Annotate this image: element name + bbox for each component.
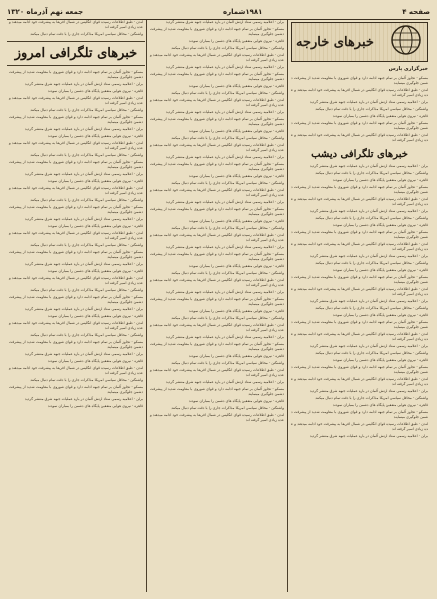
paragraph: برلن - اعلامیه رسمی ستاد ارتش آلمان در باره عملیات جبهه شرق منتشر گردید — [165, 155, 284, 159]
paragraph: لندن - طبق اطلاعات رسیده قوای انگلیس در شمال افریقا به پیشرفت خود ادامه میدهند و عده زیادی اسیر گرفته اند — [150, 278, 284, 287]
paragraph: برلن - اعلامیه رسمی ستاد ارتش آلمان در باره عملیات جبهه شرق منتشر گردید — [24, 172, 143, 176]
page-header — [7, 6, 430, 20]
left-text-body — [7, 70, 145, 409]
paragraph: واشنگتن - محافل سیاسی امریکا مذاکرات جاری را با دقت تمام دنبال میکنند — [315, 351, 428, 355]
paragraph: لندن - طبق اطلاعات رسیده قوای انگلیس در شمال افریقا به پیشرفت خود ادامه میدهند و عده زیادی اسیر گرفته اند — [9, 96, 143, 105]
paragraph: مسکو - تجاوز آلمان بر تمام جبهه ادامه دارد و قوای شوروی با مقاومت شدید از پیشرفت دشمن جلوگیری مینمایند — [9, 250, 143, 259]
paragraph: برلن - اعلامیه رسمی ستاد ارتش آلمان در باره عملیات جبهه شرق منتشر گردید — [165, 335, 284, 339]
paragraph: قاهره - نیروی هوایی متفقین پایگاه های دشمن را بمباران نمودند — [47, 404, 143, 408]
paragraph: مسکو - تجاوز آلمان بر تمام جبهه ادامه دارد و قوای شوروی با مقاومت شدید از پیشرفت دشمن جلوگیری مینمایند — [291, 365, 428, 374]
paragraph: مسکو - تجاوز آلمان بر تمام جبهه ادامه دارد و قوای شوروی با مقاومت شدید از پیشرفت دشمن جلوگیری مینمایند — [9, 295, 143, 304]
paragraph: واشنگتن - محافل سیاسی امریکا مذاکرات جاری را با دقت تمام دنبال میکنند — [315, 261, 428, 265]
left-headline: خبرهای تلگرافی امروز — [7, 41, 145, 66]
paragraph: لندن - طبق اطلاعات رسیده قوای انگلیس در شمال افریقا به پیشرفت خود ادامه میدهند و عده زیادی اسیر گرفته اند — [9, 231, 143, 240]
paragraph: مسکو - تجاوز آلمان بر تمام جبهه ادامه دارد و قوای شوروی با مقاومت شدید از پیشرفت دشمن جلوگیری مینمایند — [150, 297, 284, 306]
page-label: صفحه ۴ — [402, 8, 430, 16]
banner-title: خبرهای خارجه — [296, 34, 374, 50]
paragraph: قاهره - نیروی هوایی متفقین پایگاه های دشمن را بمباران نمودند — [188, 84, 284, 88]
paragraph: قاهره - نیروی هوایی متفقین پایگاه های دشمن را بمباران نمودند — [188, 354, 284, 358]
right-text-body — [289, 164, 430, 439]
globe-icon — [389, 23, 423, 61]
paragraph: برلن - اعلامیه رسمی ستاد ارتش آلمان در باره عملیات جبهه شرق منتشر گردید — [165, 200, 284, 204]
paragraph: قاهره - نیروی هوایی متفقین پایگاه های دشمن را بمباران نمودند — [47, 89, 143, 93]
paragraph: برلن - اعلامیه رسمی ستاد ارتش آلمان در باره عملیات جبهه شرق منتشر گردید — [309, 389, 428, 393]
paragraph: لندن - طبق اطلاعات رسیده قوای انگلیس در شمال افریقا به پیشرفت خود ادامه میدهند و عده زیادی اسیر گرفته اند — [150, 323, 284, 332]
column-grid — [7, 20, 430, 592]
paragraph: قاهره - نیروی هوایی متفقین پایگاه های دشمن را بمباران نمودند — [47, 269, 143, 273]
paragraph: برلن - اعلامیه رسمی ستاد ارتش آلمان در باره عملیات جبهه شرق منتشر گردید — [24, 262, 143, 266]
paragraph: واشنگتن - محافل سیاسی امریکا مذاکرات جاری را با دقت تمام دنبال میکنند — [171, 271, 284, 275]
paragraph: لندن - طبق اطلاعات رسیده قوای انگلیس در شمال افریقا به پیشرفت خود ادامه میدهند و عده زیادی اسیر گرفته اند — [150, 188, 284, 197]
paragraph: برلن - اعلامیه رسمی ستاد ارتش آلمان در باره عملیات جبهه شرق منتشر گردید — [165, 380, 284, 384]
paragraph: قاهره - نیروی هوایی متفقین پایگاه های دشمن را بمباران نمودند — [332, 313, 428, 317]
paragraph: مسکو - تجاوز آلمان بر تمام جبهه ادامه دارد و قوای شوروی با مقاومت شدید از پیشرفت دشمن جلوگیری مینمایند — [9, 70, 143, 79]
paragraph: برلن - اعلامیه رسمی ستاد ارتش آلمان در باره عملیات جبهه شرق منتشر گردید — [24, 307, 143, 311]
column-rule — [287, 20, 288, 592]
paragraph: واشنگتن - محافل سیاسی امریکا مذاکرات جاری را با دقت تمام دنبال میکنند — [315, 216, 428, 220]
paragraph: مسکو - تجاوز آلمان بر تمام جبهه ادامه دارد و قوای شوروی با مقاومت شدید از پیشرفت دشمن جلوگیری مینمایند — [150, 387, 284, 396]
paragraph: قاهره - نیروی هوایی متفقین پایگاه های دشمن را بمباران نمودند — [332, 403, 428, 407]
paragraph: لندن - طبق اطلاعات رسیده قوای انگلیس در شمال افریقا به پیشرفت خود ادامه میدهند و عده زیادی اسیر گرفته اند — [291, 88, 428, 97]
paragraph: واشنگتن - محافل سیاسی امریکا مذاکرات جاری را با دقت تمام دنبال میکنند — [30, 378, 143, 382]
paragraph: برلن - اعلامیه رسمی ستاد ارتش آلمان در باره عملیات جبهه شرق منتشر گردید — [165, 245, 284, 249]
paragraph: قاهره - نیروی هوایی متفقین پایگاه های دشمن را بمباران نمودند — [47, 359, 143, 363]
paragraph: لندن - طبق اطلاعات رسیده قوای انگلیس در شمال افریقا به پیشرفت خود ادامه میدهند و عده زیادی اسیر گرفته اند — [291, 332, 428, 341]
paragraph: لندن - طبق اطلاعات رسیده قوای انگلیس در شمال افریقا به پیشرفت خود ادامه میدهند و عده زیادی اسیر گرفته اند — [150, 143, 284, 152]
paragraph: برلن - اعلامیه رسمی ستاد ارتش آلمان در باره عملیات جبهه شرق منتشر گردید — [165, 290, 284, 294]
paragraph: قاهره - نیروی هوایی متفقین پایگاه های دشمن را بمباران نمودند — [47, 134, 143, 138]
paragraph: مسکو - تجاوز آلمان بر تمام جبهه ادامه دارد و قوای شوروی با مقاومت شدید از پیشرفت دشمن جلوگیری مینمایند — [291, 230, 428, 239]
paragraph: قاهره - نیروی هوایی متفقین پایگاه های دشمن را بمباران نمودند — [188, 129, 284, 133]
paragraph: برلن - اعلامیه رسمی ستاد ارتش آلمان در باره عملیات جبهه شرق منتشر گردید — [309, 254, 428, 258]
right-column — [289, 20, 430, 592]
paragraph: مسکو - تجاوز آلمان بر تمام جبهه ادامه دارد و قوای شوروی با مقاومت شدید از پیشرفت دشمن جلوگیری مینمایند — [150, 342, 284, 351]
paragraph: لندن - طبق اطلاعات رسیده قوای انگلیس در شمال افریقا به پیشرفت خود ادامه میدهند و عده زیادی اسیر گرفته اند — [150, 98, 284, 107]
paragraph: واشنگتن - محافل سیاسی امریکا مذاکرات جاری را با دقت تمام دنبال میکنند — [30, 333, 143, 337]
paragraph: قاهره - نیروی هوایی متفقین پایگاه های دشمن را بمباران نمودند — [332, 223, 428, 227]
paragraph: قاهره - نیروی هوایی متفقین پایگاه های دشمن را بمباران نمودند — [188, 39, 284, 43]
paragraph: برلن - اعلامیه رسمی ستاد ارتش آلمان در باره عملیات جبهه شرق منتشر گردید — [24, 127, 143, 131]
paragraph: واشنگتن - محافل سیاسی امریکا مذاکرات جاری را با دقت تمام دنبال میکنند — [171, 181, 284, 185]
issue-number: ۱۹۸۱شماره — [222, 8, 263, 16]
paragraph: قاهره - نیروی هوایی متفقین پایگاه های دشمن را بمباران نمودند — [47, 179, 143, 183]
paragraph: واشنگتن - محافل سیاسی امریکا مذاکرات جاری را با دقت تمام دنبال میکنند — [30, 288, 143, 292]
paragraph: مسکو - تجاوز آلمان بر تمام جبهه ادامه دارد و قوای شوروی با مقاومت شدید از پیشرفت دشمن جلوگیری مینمایند — [291, 185, 428, 194]
paragraph: واشنگتن - محافل سیاسی امریکا مذاکرات جاری را با دقت تمام دنبال میکنند — [30, 153, 143, 157]
paragraph: لندن - طبق اطلاعات رسیده قوای انگلیس در شمال افریقا به پیشرفت خود ادامه میدهند و عده زیادی اسیر گرفته اند — [9, 276, 143, 285]
right-text-top — [289, 76, 430, 143]
paragraph: لندن - طبق اطلاعات رسیده قوای انگلیس در شمال افریقا به پیشرفت خود ادامه میدهند و عده زیادی اسیر گرفته اند — [291, 287, 428, 296]
paragraph: واشنگتن - محافل سیاسی امریکا مذاکرات جاری را با دقت تمام دنبال میکنند — [315, 306, 428, 310]
paragraph: برلن - اعلامیه رسمی ستاد ارتش آلمان در باره عملیات جبهه شرق منتشر گردید — [24, 82, 143, 86]
paragraph: برلن - اعلامیه رسمی ستاد ارتش آلمان در باره عملیات جبهه شرق منتشر گردید — [24, 352, 143, 356]
paragraph: لندن - طبق اطلاعات رسیده قوای انگلیس در شمال افریقا به پیشرفت خود ادامه میدهند و عده زیادی اسیر گرفته اند — [150, 53, 284, 62]
paragraph: واشنگتن - محافل سیاسی امریکا مذاکرات جاری را با دقت تمام دنبال میکنند — [171, 136, 284, 140]
paragraph: قاهره - نیروی هوایی متفقین پایگاه های دشمن را بمباران نمودند — [188, 399, 284, 403]
paragraph: قاهره - نیروی هوایی متفقین پایگاه های دشمن را بمباران نمودند — [188, 219, 284, 223]
paragraph: برلن - اعلامیه رسمی ستاد ارتش آلمان در باره عملیات جبهه شرق منتشر گردید — [309, 100, 428, 104]
paragraph: برلن - اعلامیه رسمی ستاد ارتش آلمان در باره عملیات جبهه شرق منتشر گردید — [165, 20, 284, 24]
paragraph: برلن - اعلامیه رسمی ستاد ارتش آلمان در باره عملیات جبهه شرق منتشر گردید — [309, 209, 428, 213]
paragraph: لندن - طبق اطلاعات رسیده قوای انگلیس در شمال افریقا به پیشرفت خود ادامه میدهند و عده زیادی اسیر گرفته اند — [291, 242, 428, 251]
paragraph: واشنگتن - محافل سیاسی امریکا مذاکرات جاری را با دقت تمام دنبال میکنند — [171, 91, 284, 95]
paragraph: برلن - اعلامیه رسمی ستاد ارتش آلمان در باره عملیات جبهه شرق منتشر گردید — [309, 299, 428, 303]
paragraph: قاهره - نیروی هوایی متفقین پایگاه های دشمن را بمباران نمودند — [332, 114, 428, 118]
paragraph: واشنگتن - محافل سیاسی امریکا مذاکرات جاری را با دقت تمام دنبال میکنند — [30, 108, 143, 112]
paragraph: مسکو - تجاوز آلمان بر تمام جبهه ادامه دارد و قوای شوروی با مقاومت شدید از پیشرفت دشمن جلوگیری مینمایند — [291, 121, 428, 130]
paragraph: لندن - طبق اطلاعات رسیده قوای انگلیس در شمال افریقا به پیشرفت خود ادامه میدهند و عده زیادی اسیر گرفته اند — [150, 413, 284, 422]
paragraph: مسکو - تجاوز آلمان بر تمام جبهه ادامه دارد و قوای شوروی با مقاومت شدید از پیشرفت دشمن جلوگیری مینمایند — [9, 205, 143, 214]
paragraph: قاهره - نیروی هوایی متفقین پایگاه های دشمن را بمباران نمودند — [188, 264, 284, 268]
paragraph: واشنگتن - محافل سیاسی امریکا مذاکرات جاری را با دقت تمام دنبال میکنند — [30, 243, 143, 247]
paragraph: لندن - طبق اطلاعات رسیده قوای انگلیس در شمال افریقا به پیشرفت خود ادامه میدهند و عده زیادی اسیر گرفته اند — [9, 366, 143, 375]
paragraph: مسکو - تجاوز آلمان بر تمام جبهه ادامه دارد و قوای شوروی با مقاومت شدید از پیشرفت دشمن جلوگیری مینمایند — [9, 340, 143, 349]
paragraph: مسکو - تجاوز آلمان بر تمام جبهه ادامه دارد و قوای شوروی با مقاومت شدید از پیشرفت دشمن جلوگیری مینمایند — [291, 410, 428, 419]
paragraph: لندن - طبق اطلاعات رسیده قوای انگلیس در شمال افریقا به پیشرفت خود ادامه میدهند و عده زیادی اسیر گرفته اند — [291, 197, 428, 206]
paragraph: واشنگتن - محافل سیاسی امریکا مذاکرات جاری را با دقت تمام دنبال میکنند — [315, 107, 428, 111]
paragraph: برلن - اعلامیه رسمی ستاد ارتش آلمان در باره عملیات جبهه شرق منتشر گردید — [309, 434, 428, 438]
left-column — [7, 20, 145, 592]
paragraph: لندن - طبق اطلاعات رسیده قوای انگلیس در شمال افریقا به پیشرفت خود ادامه میدهند و عده زیادی اسیر گرفته اند — [9, 321, 143, 330]
paragraph: لندن - طبق اطلاعات رسیده قوای انگلیس در شمال افریقا به پیشرفت خود ادامه میدهند و عده زیادی اسیر گرفته اند — [291, 133, 428, 142]
date-line: جمعه نهم آذرماه ۱۳۲۰ — [7, 8, 84, 16]
paragraph: لندن - طبق اطلاعات رسیده قوای انگلیس در شمال افریقا به پیشرفت خود ادامه میدهند و عده زیادی اسیر گرفته اند — [150, 368, 284, 377]
paragraph: واشنگتن - محافل سیاسی امریکا مذاکرات جاری را با دقت تمام دنبال میکنند — [171, 46, 284, 50]
middle-text — [148, 20, 286, 423]
paragraph: قاهره - نیروی هوایی متفقین پایگاه های دشمن را بمباران نمودند — [188, 309, 284, 313]
paragraph: واشنگتن - محافل سیاسی امریکا مذاکرات جاری را با دقت تمام دنبال میکنند — [171, 316, 284, 320]
paragraph: مسکو - تجاوز آلمان بر تمام جبهه ادامه دارد و قوای شوروی با مقاومت شدید از پیشرفت دشمن جلوگیری مینمایند — [150, 72, 284, 81]
paragraph: واشنگتن - محافل سیاسی امریکا مذاکرات جاری را با دقت تمام دنبال میکنند — [171, 406, 284, 410]
paragraph: برلن - اعلامیه رسمی ستاد ارتش آلمان در باره عملیات جبهه شرق منتشر گردید — [165, 65, 284, 69]
paragraph: مسکو - تجاوز آلمان بر تمام جبهه ادامه دارد و قوای شوروی با مقاومت شدید از پیشرفت دشمن جلوگیری مینمایند — [150, 162, 284, 171]
middle-column — [148, 20, 286, 592]
paragraph: برلن - اعلامیه رسمی ستاد ارتش آلمان در باره عملیات جبهه شرق منتشر گردید — [309, 344, 428, 348]
paragraph: واشنگتن - محافل سیاسی امریکا مذاکرات جاری را با دقت تمام دنبال میکنند — [171, 361, 284, 365]
paragraph: مسکو - تجاوز آلمان بر تمام جبهه ادامه دارد و قوای شوروی با مقاومت شدید از پیشرفت دشمن جلوگیری مینمایند — [150, 117, 284, 126]
paragraph: قاهره - نیروی هوایی متفقین پایگاه های دشمن را بمباران نمودند — [332, 268, 428, 272]
paragraph: لندن - طبق اطلاعات رسیده قوای انگلیس در شمال افریقا به پیشرفت خود ادامه میدهند و عده زیادی اسیر گرفته اند — [150, 233, 284, 242]
paragraph: قاهره - نیروی هوایی متفقین پایگاه های دشمن را بمباران نمودند — [47, 224, 143, 228]
foreign-news-banner — [291, 22, 428, 62]
paragraph: برلن - اعلامیه رسمی ستاد ارتش آلمان در باره عملیات جبهه شرق منتشر گردید — [309, 164, 428, 168]
paragraph: لندن - طبق اطلاعات رسیده قوای انگلیس در شمال افریقا به پیشرفت خود ادامه میدهند و عده زیادی اسیر گرفته اند — [291, 377, 428, 386]
paragraph: مسکو - تجاوز آلمان بر تمام جبهه ادامه دارد و قوای شوروی با مقاومت شدید از پیشرفت دشمن جلوگیری مینمایند — [291, 76, 428, 85]
paragraph: لندن - طبق اطلاعات رسیده قوای انگلیس در شمال افریقا به پیشرفت خود ادامه میدهند و عده زیادی اسیر گرفته اند — [9, 186, 143, 195]
paragraph: لندن - طبق اطلاعات رسیده قوای انگلیس در شمال افریقا به پیشرفت خود ادامه میدهند و عده زیادی اسیر گرفته اند — [9, 141, 143, 150]
paragraph: واشنگتن - محافل سیاسی امریکا مذاکرات جاری را با دقت تمام دنبال میکنند — [315, 396, 428, 400]
paragraph: مسکو - تجاوز آلمان بر تمام جبهه ادامه دارد و قوای شوروی با مقاومت شدید از پیشرفت دشمن جلوگیری مینمایند — [9, 160, 143, 169]
paragraph: لندن - طبق اطلاعات رسیده قوای انگلیس در شمال افریقا به پیشرفت خود ادامه میدهند و عده زیادی اسیر گرفته اند — [291, 422, 428, 431]
paragraph: مسکو - تجاوز آلمان بر تمام جبهه ادامه دارد و قوای شوروی با مقاومت شدید از پیشرفت دشمن جلوگیری مینمایند — [150, 27, 284, 36]
paragraph: مسکو - تجاوز آلمان بر تمام جبهه ادامه دارد و قوای شوروی با مقاومت شدید از پیشرفت دشمن جلوگیری مینمایند — [291, 320, 428, 329]
paragraph: مسکو - تجاوز آلمان بر تمام جبهه ادامه دارد و قوای شوروی با مقاومت شدید از پیشرفت دشمن جلوگیری مینمایند — [9, 385, 143, 394]
column-rule — [146, 20, 147, 592]
left-text-top — [7, 20, 145, 37]
paragraph: واشنگتن - محافل سیاسی امریکا مذاکرات جاری را با دقت تمام دنبال میکنند — [171, 226, 284, 230]
paragraph: قاهره - نیروی هوایی متفقین پایگاه های دشمن را بمباران نمودند — [47, 314, 143, 318]
paragraph: لندن - طبق اطلاعات رسیده قوای انگلیس در شمال افریقا به پیشرفت خود ادامه میدهند و عده زیادی اسیر گرفته اند — [9, 20, 143, 29]
paragraph: مسکو - تجاوز آلمان بر تمام جبهه ادامه دارد و قوای شوروی با مقاومت شدید از پیشرفت دشمن جلوگیری مینمایند — [9, 115, 143, 124]
paragraph: برلن - اعلامیه رسمی ستاد ارتش آلمان در باره عملیات جبهه شرق منتشر گردید — [24, 397, 143, 401]
paragraph: مسکو - تجاوز آلمان بر تمام جبهه ادامه دارد و قوای شوروی با مقاومت شدید از پیشرفت دشمن جلوگیری مینمایند — [150, 252, 284, 261]
paragraph: واشنگتن - محافل سیاسی امریکا مذاکرات جاری را با دقت تمام دنبال میکنند — [315, 171, 428, 175]
paragraph: برلن - اعلامیه رسمی ستاد ارتش آلمان در باره عملیات جبهه شرق منتشر گردید — [165, 110, 284, 114]
right-headline: خبرهای تلگرافی دیشب — [311, 149, 408, 160]
paragraph: قاهره - نیروی هوایی متفقین پایگاه های دشمن را بمباران نمودند — [332, 178, 428, 182]
paragraph: مسکو - تجاوز آلمان بر تمام جبهه ادامه دارد و قوای شوروی با مقاومت شدید از پیشرفت دشمن جلوگیری مینمایند — [291, 275, 428, 284]
paragraph: مسکو - تجاوز آلمان بر تمام جبهه ادامه دارد و قوای شوروی با مقاومت شدید از پیشرفت دشمن جلوگیری مینمایند — [150, 207, 284, 216]
paragraph: برلن - اعلامیه رسمی ستاد ارتش آلمان در باره عملیات جبهه شرق منتشر گردید — [24, 217, 143, 221]
paragraph: واشنگتن - محافل سیاسی امریکا مذاکرات جاری را با دقت تمام دنبال میکنند — [30, 32, 143, 36]
paragraph: قاهره - نیروی هوایی متفقین پایگاه های دشمن را بمباران نمودند — [188, 174, 284, 178]
news-agency-label: خبرگزاری پارس — [388, 66, 428, 72]
paragraph: واشنگتن - محافل سیاسی امریکا مذاکرات جاری را با دقت تمام دنبال میکنند — [30, 198, 143, 202]
paragraph: قاهره - نیروی هوایی متفقین پایگاه های دشمن را بمباران نمودند — [332, 358, 428, 362]
